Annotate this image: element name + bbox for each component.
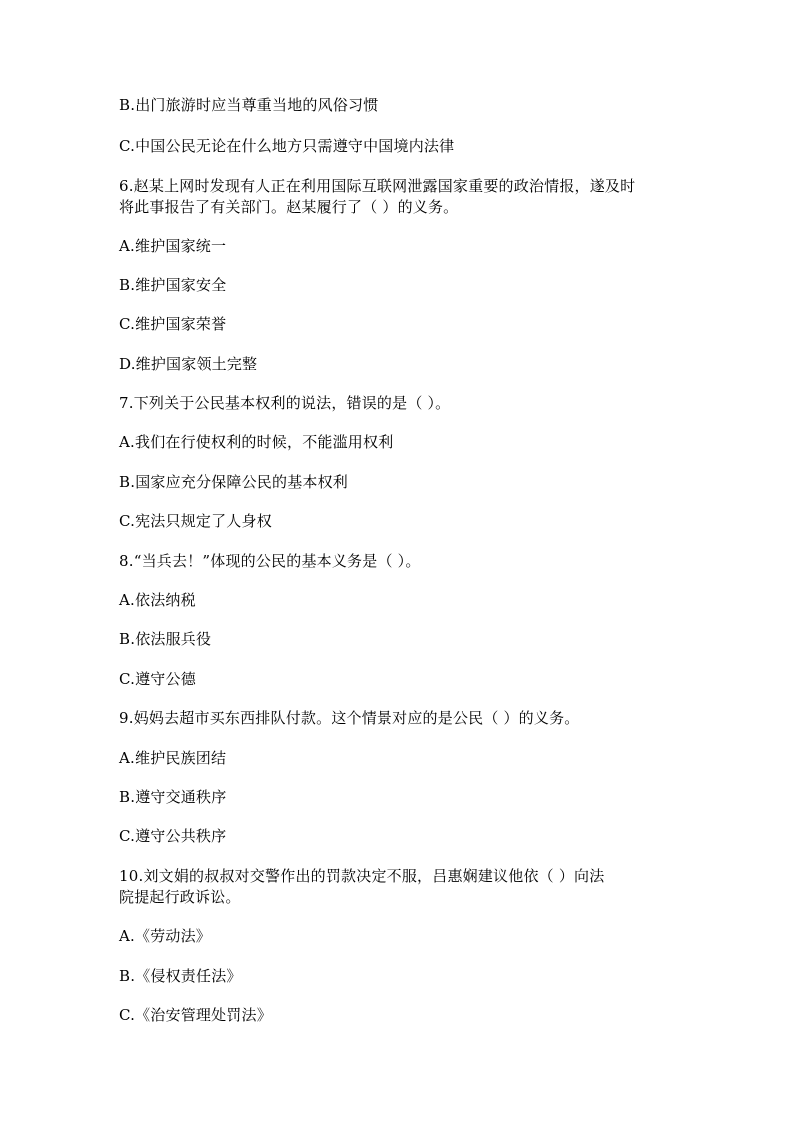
option-10a: A.《劳动法》 (119, 927, 212, 945)
option-10b: B.《侵权责任法》 (119, 967, 242, 985)
option-10c: C.《治安管理处罚法》 (119, 1006, 272, 1024)
option-7b: B.国家应充分保障公民的基本权利 (119, 473, 348, 491)
question-6-line-2: 将此事报告了有关部门。赵某履行了（ ）的义务。 (119, 198, 459, 216)
question-10-line-1: 10.刘文娟的叔叔对交警作出的罚款决定不服，吕惠娴建议他依（ ）向法 (119, 867, 605, 885)
option-9b: B.遵守交通秩序 (119, 788, 227, 806)
option-7a: A.我们在行使权利的时候，不能滥用权利 (119, 433, 394, 451)
option-6a: A.维护国家统一 (119, 237, 227, 255)
question-6-line-1: 6.赵某上网时发现有人正在利用国际互联网泄露国家重要的政治情报，遂及时 (119, 177, 636, 195)
option-9c: C.遵守公共秩序 (119, 827, 227, 845)
question-7: 7.下列关于公民基本权利的说法，错误的是（ ）。 (119, 394, 451, 412)
option-7c: C.宪法只规定了人身权 (119, 512, 272, 530)
question-9: 9.妈妈去超市买东西排队付款。这个情景对应的是公民（ ）的义务。 (119, 709, 580, 727)
option-6b: B.维护国家安全 (119, 276, 227, 294)
option-9a: A.维护民族团结 (119, 749, 227, 767)
option-5c: C.中国公民无论在什么地方只需遵守中国境内法律 (119, 137, 455, 155)
option-8c: C.遵守公德 (119, 670, 196, 688)
option-8a: A.依法纳税 (119, 591, 196, 609)
option-6c: C.维护国家荣誉 (119, 315, 227, 333)
option-6d: D.维护国家领土完整 (119, 355, 258, 373)
question-8: 8.“当兵去！”体现的公民的基本义务是（ ）。 (119, 552, 421, 570)
option-8b: B.依法服兵役 (119, 630, 212, 648)
question-10-line-2: 院提起行政诉讼。 (119, 888, 241, 906)
option-5b: B.出门旅游时应当尊重当地的风俗习惯 (119, 96, 379, 114)
